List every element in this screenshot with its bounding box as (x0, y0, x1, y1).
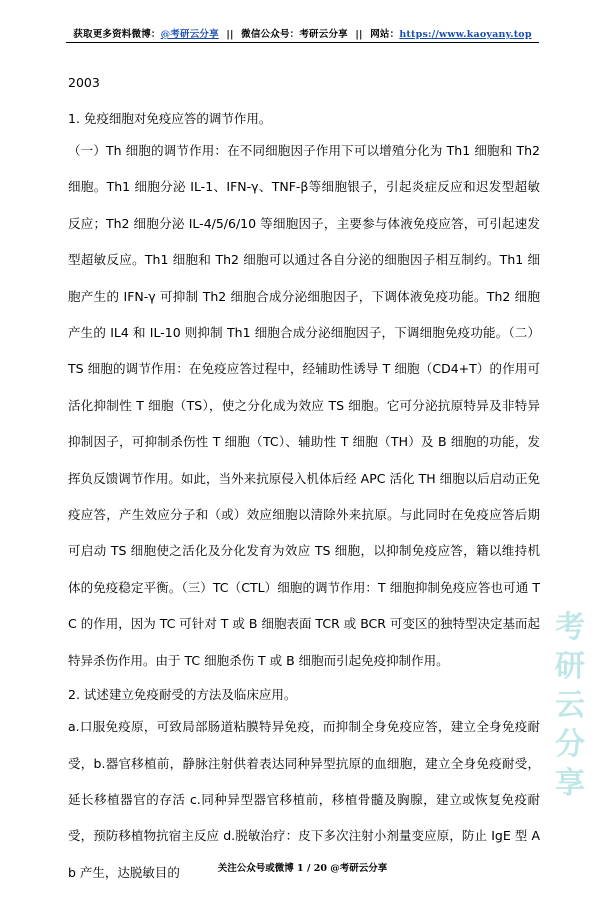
exam-year: 2003 (68, 75, 100, 90)
watermark-char: 分 (555, 727, 585, 762)
question-2-answer: a.口服免疫原，可致局部肠道粘膜特异免疫，而抑制全身免疫应答，建立全身免疫耐受，b.器官移植前，静脉注射供着表达同种异型抗原的血细胞，建立全身免疫耐受，延长移植器官的存活 c.同种异型器官移植前，移植骨髓及胸腺，建立或恢复免疫耐受，预防移植物抗宿主反应 d.脱敏治疗：皮下多次注射小剂量变应原，防止 IgE 型 Ab 产生，达脱敏目的 (68, 719, 540, 880)
document-body (68, 72, 540, 896)
page-footer: 关注公众号或微博 1 / 20 @考研云分享 (217, 863, 388, 874)
header-divider (66, 42, 539, 43)
watermark (550, 608, 590, 803)
watermark-char: 考 (555, 610, 585, 645)
question-1-answer: （一）Th 细胞的调节作用：在不同细胞因子作用下可以增殖分化为 Th1 细胞和 Th2 细胞。Th1 细胞分泌 IL-1、IFN-γ、TNF-β等细胞银子，引起炎症反应和迟发型超敏反应；Th2 细胞分泌 IL-4/5/6/10 等细胞因子，主要参与体液免疫应答，可引起速发型超敏反应。Th1 细胞和 Th2 细胞可以通过各自分泌的细胞因子相互制约。Th1 细胞产生的 IFN-γ 可抑制 Th2 细胞合成分泌细胞因子，下调体液免疫功能。Th2 细胞产生的 IL4 和 IL-10 则抑制 Th1 细胞合成分泌细胞因子，下调细胞免疫功能。（二）TS 细胞的调节作用：在免疫应答过程中，经辅助性诱导 T 细胞（CD4+T）的作用可活化抑制性 T 细胞（TS），使之分化成为效应 TS 细胞。它可分泌抗原特异及非特异抑制因子，可抑制杀伤性 T 细胞（TC）、辅助性 T 细胞（TH）及 B 细胞的功能，发挥负反馈调节作用。如此，当外来抗原侵入机体后经 APC 活化 TH 细胞以后启动正免疫应答，产生效应分子和（或）效应细胞以清除外来抗原。与此同时在免疫应答后期可启动 TS 细胞使之活化及分化发育为效应 TS 细胞，以抑制免疫应答，籍以维持机体的免疫稳定平衡。（三）TC（CTL）细胞的调节作用：T 细胞抑制免疫应答也可通 TC 的作用，因为 TC 可针对 T 或 B 细胞表面 TCR 或 BCR 可变区的独特型决定基而起特异杀伤作用。由于 TC 细胞杀伤 T 或 B 细胞而引起免疫抑制作用。 (68, 143, 540, 668)
watermark-char: 研 (555, 649, 585, 684)
header-prefix: 获取更多资料微博： (73, 29, 161, 40)
header-separator: || (226, 29, 234, 40)
site-label: 网站： (370, 29, 400, 40)
weibo-link[interactable]: @考研云分享 (160, 29, 219, 40)
page-header (0, 26, 605, 40)
watermark-char: 云 (555, 688, 585, 723)
header-separator: || (355, 29, 363, 40)
wechat-label: 微信公众号：考研云分享 (241, 29, 348, 40)
question-1-title: 1. 免疫细胞对免疫应答的调节作用。 (68, 111, 272, 126)
site-link[interactable]: https://www.kaoyany.top (399, 29, 532, 40)
watermark-char: 享 (555, 766, 585, 801)
question-2-title: 2. 试述建立免疫耐受的方法及临床应用。 (68, 687, 297, 703)
